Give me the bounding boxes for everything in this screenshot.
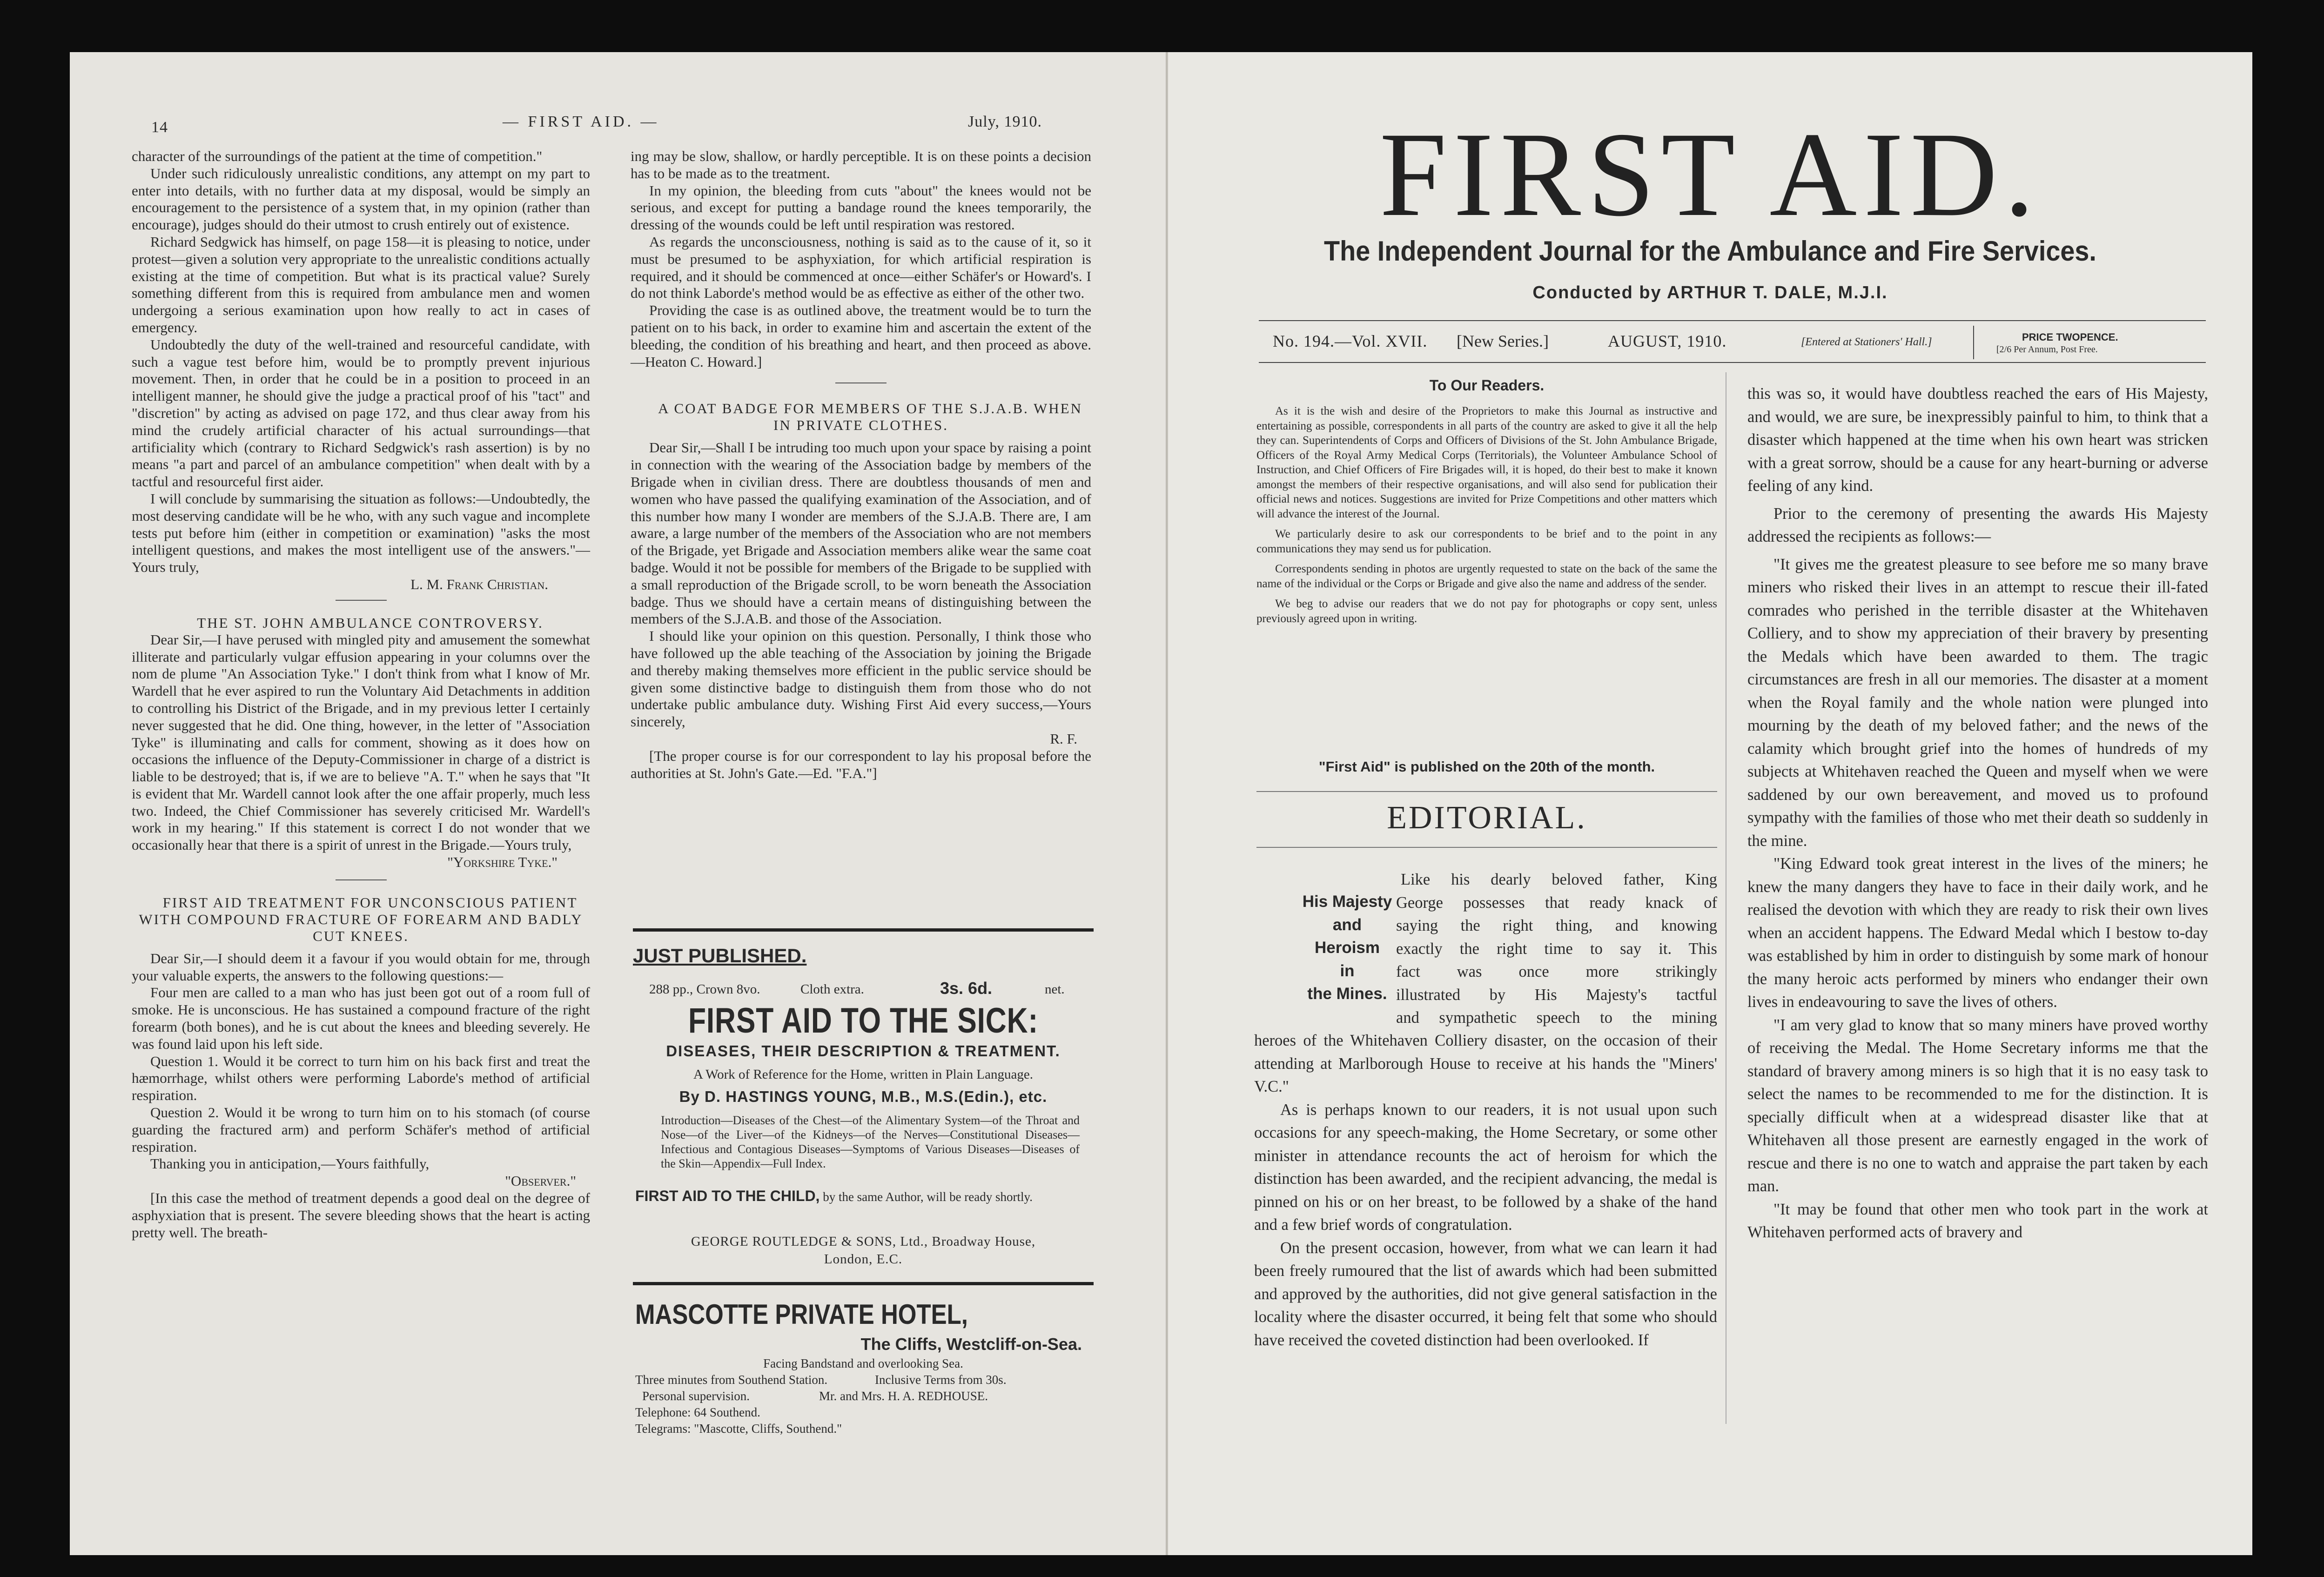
- series: [New Series.]: [1457, 332, 1549, 350]
- price: PRICE TWOPENCE.: [2022, 331, 2118, 343]
- paragraph: As is perhaps known to our readers, it is not usual upon such occasions for any speech-making, the Home Secretary, or some other minister in attendance recounts the act of heroism for which the distinction has been awarded, and the recipient advancing, the medal is pinned on his or on her breast, to be followed by a shake of the hand and a few brief words of congratulation.: [1254, 1101, 1717, 1234]
- paragraph: "I am very glad to know that so many miners have proved worthy of receiving the Medal. The Home Secretary informs me that the standard of bravery among miners is so high that it is no easy task to select the names to be recommended to me for the distinction. It is specially difficult when at a widespread disaster like that at Whitehaven all those present are earnestly engaged in the work of rescue and there is no one to watch and appraise the part taken by each man.: [1747, 1016, 2208, 1195]
- paragraph: Dear Sir,—Shall I be intruding too much upon your space by raising a point in connection with the wearing of the Association badge by members of the Brigade when in civilian dress. There are doubtless thousands of men and women who have passed the qualifying examination of the Association, and of this number how many I wonder are members of the S.J.A.B. There are, I am aware, a large number of the members of the Association who are not members of the Brigade, yet Brigade and Association members alike wear the same coat badge. Would it not be possible for members of the Brigade to be supplied with a small reproduction of the Brigade scroll, to be worn beneath the Association badge. Thus we should have a certain means of distinguishing between the members of the S.J.A.B. and those of the Association.: [631, 439, 1091, 627]
- paragraph: Richard Sedgwick has himself, on page 158—it is pleasing to notice, under protest—given a solution very appropriate to the unrealistic conditions actually existing at the time of competition. But what is its practical value? Surely something different from this is required from ambulance men and women undergoing a serious examination upon how really to act in cases of emergency.: [132, 233, 590, 336]
- editorial-heading: EDITORIAL.: [1387, 800, 1587, 836]
- paragraph: Undoubtedly the duty of the well-trained and resourceful candidate, with such a vague test before him, would be to promptly prevent injurious movement. Then, in order that he could be in a position to proceed in an intelligent manner, he should give the judge a practical proof of his "tact" and "discretion" by acting as advised on page 172, and thus clear away from his mind the crudely artificial character of his actual surroundings—that artificiality which (contrary to Richard Sedgwick's rash assertion) is by no means "a part and parcel of an ambulance competition" when dealt with by a tactful and resourceful first aider.: [132, 336, 590, 490]
- hotel-ad-title: MASCOTTE PRIVATE HOTEL,: [635, 1299, 968, 1330]
- ad-child-book: [635, 1189, 1096, 1204]
- editorial-opening: [1396, 868, 1717, 1030]
- ad-book-title: FIRST AID TO THE SICK:: [688, 1001, 1039, 1040]
- paragraph: "It gives me the greatest pleasure to see before me so many brave miners who risked their lives in an attempt to rescue their ill-fated comrades who perished in the terrible disaster at the Whitehaven Colliery, and to show my appreciation of their bravery by presenting the Medals which have been awarded to them. The tragic circumstances are fresh in all our memories. The disaster at a moment when the Royal family and the whole nation were plunged into mourning by the death of my beloved father; and the news of the calamity which brought grief into the homes of hundreds of my subjects at Whitehaven reached the Queen and myself when we were saddened by our own bereavement, and moved us to profound sympathy with the families of those who met their death so suddenly in the mine.: [1747, 555, 2208, 850]
- editorial-line: Like his dearly beloved father, King: [1401, 871, 1717, 888]
- hotel-ad-line: Inclusive Terms from 30s.: [875, 1373, 1007, 1387]
- side-heading-line: Heroism: [1314, 939, 1380, 957]
- ad-binding: Cloth extra.: [800, 982, 864, 997]
- page-date: July, 1910.: [968, 113, 1042, 130]
- paragraph: Correspondents sending in photos are urgently requested to state on the back of the same the name of the individual or the Corps or Brigade and give also the name and address of the sender.: [1256, 563, 1717, 590]
- tagline: The Independent Journal for the Ambulance and Fire Services.: [1324, 235, 2096, 267]
- issue-month: AUGUST, 1910.: [1608, 332, 1727, 350]
- paragraph: "King Edward took great interest in the lives of the miners; he knew the many dangers they have to face in their daily work, and he realised the devotion with which they are ready to risk their own lives when an accident happens. The Edward Medal which I bestow to-day was established by him in order to distinguish by some mark of honour the many heroic acts performed by miners who endanger their own lives in endeavouring to save the lives of others.: [1747, 855, 2208, 1011]
- masthead: FIRST AID.: [1379, 107, 2041, 242]
- paragraph: ing may be slow, shallow, or hardly perceptible. It is on these points a decision has to be made as to the treatment.: [631, 148, 1091, 181]
- paragraph: As regards the unconsciousness, nothing is said as to the cause of it, so it must be presumed to be asphyxiation, for which artificial respiration is required, and it should be commenced at once—either Schäfer's or Howard's. I do not think Laborde's method would be as effective as either of the other two.: [631, 233, 1091, 302]
- hotel-ad-line: Facing Bandstand and overlooking Sea.: [763, 1356, 963, 1370]
- article-heading: THE ST. JOHN AMBULANCE CONTROVERSY.: [197, 614, 544, 631]
- paragraph: Under such ridiculously unrealistic conditions, any attempt on my part to enter into details, with no further data at my disposal, would be simply an encouragement to the persistence of a system that, in my opinion (rather than encourage), judges should do their utmost to crush entirely out of existence.: [132, 165, 590, 233]
- divider: [1256, 847, 1717, 848]
- masthead-rule: [1259, 362, 2206, 363]
- signature: "Observer.": [505, 1173, 576, 1189]
- paragraph: Four men are called to a man who has just been got out of a room full of smoke. He is unconscious. He has sustained a compound fracture of the right forearm (both bones), and he is cut about the knees and bleeding severely. He was found laid upon his left side.: [132, 984, 590, 1052]
- publication-note: "First Aid" is published on the 20th of the month.: [1318, 758, 1655, 775]
- ad-heading: JUST PUBLISHED.: [633, 945, 807, 966]
- conducted-by: Conducted by ARTHUR T. DALE, M.J.I.: [1532, 283, 1888, 302]
- vrule: [1973, 326, 1974, 359]
- left-column-1: [132, 148, 590, 1241]
- left-column-2: [631, 148, 1091, 782]
- side-heading-line: His Majesty: [1302, 893, 1392, 911]
- paragraph: Question 2. Would it be wrong to turn him on to his stomach (of course guarding the fractured arm) and perform Schäfer's method of artificial respiration.: [132, 1104, 590, 1155]
- running-title: — FIRST AID. —: [503, 113, 659, 130]
- paragraph: [In this case the method of treatment depends a good deal on the degree of asphyxiation that is present. The severe bleeding shows that the heart is acting pretty well. The breath-: [132, 1190, 590, 1241]
- paragraph: this was so, it would have doubtless reached the ears of His Majesty, and would, we are sure, be inexpressibly painful to him, to think that a disaster which happened at the time when his own heart was stricken with a great sorrow, should be a cause for any heart-burning or adverse feeling of any kind.: [1747, 385, 2208, 495]
- signature: R. F.: [1050, 730, 1077, 747]
- entered-at: [Entered at Stationers' Hall.]: [1801, 336, 1932, 348]
- ad-publisher-city: London, E.C.: [824, 1252, 903, 1267]
- paragraph: As it is the wish and desire of the Proprietors to make this Journal as instructive and entertaining as possible, correspondents in all parts of the country are asked to give it all the help they can. Superintendents of Corps and Officers of Divisions of the St. John Ambulance Brigade, Officers of the Royal Army Medical Corps (Territorials), the Volunteer Ambulance School of Instruction, and Chief Officers of Fire Brigades will, it is hoped, do their best to make it known amongst the members of their respective organisations, and will also send for publication their official news and notices. Suggestions are invited for Prize Competitions and other matters which will advance the interest of the Journal.: [1256, 405, 1717, 520]
- hotel-ad-line: Personal supervision.: [642, 1389, 750, 1403]
- readers-notice: [1256, 404, 1717, 626]
- hotel-ad-telephone: Telephone: 64 Southend.: [635, 1405, 760, 1419]
- ad-child-note: by the same Author, will be ready shortly.: [823, 1190, 1033, 1204]
- masthead-rule: [1259, 320, 2206, 321]
- side-heading: [1298, 890, 1396, 1006]
- paragraph: I will conclude by summarising the situation as follows:—Undoubtedly, the most deserving candidate will be he who, with any such vague and incomplete tests put before him (either in competition or examination) "asks the most intelligent questions, and makes the most intelligent use of the answers."—Yours truly,: [132, 490, 590, 576]
- paragraph: [The proper course is for our correspondent to lay his proposal before the authorities at St. John's Gate.—Ed. "F.A."]: [631, 747, 1091, 781]
- side-heading-line: and: [1332, 915, 1362, 934]
- readers-title: To Our Readers.: [1429, 377, 1545, 394]
- ad-book-desc: A Work of Reference for the Home, written in Plain Language.: [693, 1067, 1033, 1082]
- side-heading-line: the Mines.: [1307, 985, 1387, 1003]
- hotel-ad-address: The Cliffs, Westcliff-on-Sea.: [860, 1335, 1082, 1354]
- ad-rule: [633, 1282, 1094, 1285]
- paragraph: Providing the case is as outlined above, the treatment would be to turn the patient on to his back, in order to examine him and ascertain the extent of the bleeding, the condition of his breathing and heart, and then proceed as above.—Heaton C. Howard.]: [631, 302, 1091, 370]
- ad-book-author: By D. HASTINGS YOUNG, M.B., M.S.(Edin.), etc.: [679, 1088, 1048, 1105]
- article-heading: FIRST AID TREATMENT FOR UNCONSCIOUS PATIENT WITH COMPOUND FRACTURE OF FOREARM AND BADLY CUT KNEES.: [139, 894, 583, 944]
- paragraph: We particularly desire to ask our correspondents to be brief and to the point in any communications they may send us for publication.: [1256, 528, 1717, 555]
- divider: [336, 879, 387, 880]
- editorial-line: saying the right thing, and knowing: [1396, 917, 1717, 934]
- article-heading: A COAT BADGE FOR MEMBERS OF THE S.J.A.B. WHEN IN PRIVATE CLOTHES.: [658, 400, 1082, 434]
- paragraph: We beg to advise our readers that we do not pay for photographs or copy sent, unless previously agreed upon in writing.: [1256, 597, 1717, 625]
- paragraph: Thanking you in anticipation,—Yours faithfully,: [150, 1155, 430, 1172]
- ad-publisher: GEORGE ROUTLEDGE & SONS, Ltd., Broadway House,: [691, 1234, 1036, 1249]
- paragraph: In my opinion, the bleeding from cuts "about" the knees would not be serious, and except for putting a bandage round the knees temporarily, the dressing of the wounds could be left until respiration was restored.: [631, 182, 1091, 233]
- ad-book-contents: Introduction—Diseases of the Chest—of the Alimentary System—of the Throat and Nose—of the Liver—of the Kidneys—of the Nerves—Constitutional Diseases—Infectious and Contagious Diseases—Symptoms of Various Diseases—Diseases of the Skin—Appendix—Full Index.: [661, 1114, 1080, 1170]
- signature: "Yorkshire Tyke.": [447, 854, 557, 871]
- paragraph: Prior to the ceremony of presenting the awards His Majesty addressed the recipients as follows:—: [1747, 504, 2208, 545]
- side-heading-line: in: [1340, 961, 1355, 980]
- hotel-ad-line: Three minutes from Southend Station.: [635, 1373, 828, 1387]
- ad-net: net.: [1045, 982, 1065, 997]
- price-subscription: [2/6 Per Annum, Post Free.: [1996, 344, 2098, 355]
- ad-rule: [633, 928, 1094, 932]
- divider: [1256, 791, 1717, 792]
- page-number: 14: [151, 119, 168, 136]
- editorial-column-2: [1747, 383, 2208, 1244]
- editorial-line: George possesses that ready knack of: [1396, 893, 1717, 912]
- editorial-line: fact was once more strikingly: [1396, 963, 1717, 980]
- paragraph: Dear Sir,—I have perused with mingled pity and amusement the somewhat illiterate and particularly vulgar effusion appearing in your columns over the nom de plume "An Association Tyke." I don't think from what I know of Mr. Wardell that he ever aspired to run the Voluntary Aid Detachments in addition to controlling his District of the Brigade, and in my previous letter I certainly never suggested that he did. One thing, however, in the letter of "Association Tyke" is illuminating and calls for comment, showing as it does how on occasions the influence of the Deputy-Commissioner in charge of a district is liable to be destroyed; that is, if we are to believe "A. T." when he says that "It is evident that Mr. Wardell cannot look after the one affair properly, much less two. Indeed, the Chief Commissioner has severely criticised Mr. Wardell's work in my hearing." If this statement is correct I do not wonder that we occasionally hear that there is a spirit of unrest in the Brigade.—Yours truly,: [132, 631, 590, 853]
- hotel-ad-telegrams: Telegrams: "Mascotte, Cliffs, Southend.": [635, 1422, 842, 1436]
- editorial-body: [1254, 1029, 1717, 1352]
- issue-number: No. 194.—Vol. XVII.: [1273, 332, 1428, 350]
- paragraph: On the present occasion, however, from what we can learn it had been freely rumoured that the list of awards which had been submitted and approved by the authorities, did not give general satisfaction in the locality where the disaster occurred, it being felt that some who should have received the coveted distinction had been overlooked. If: [1254, 1239, 1717, 1349]
- paragraph: "It may be found that other men who took part in the work at Whitehaven performed acts of bravery and: [1747, 1200, 2208, 1241]
- signature: L. M. Frank Christian.: [410, 576, 548, 592]
- editorial-line: exactly the right time to say it. This: [1396, 939, 1717, 958]
- editorial-line: illustrated by His Majesty's tactful: [1396, 986, 1717, 1004]
- divider: [336, 600, 387, 601]
- hotel-ad-proprietors: Mr. and Mrs. H. A. REDHOUSE.: [819, 1389, 988, 1403]
- ad-price: 3s. 6d.: [940, 979, 993, 998]
- ad-book-subtitle: DISEASES, THEIR DESCRIPTION & TREATMENT.: [666, 1042, 1061, 1060]
- editorial-line: and sympathetic speech to the mining: [1396, 1009, 1717, 1027]
- paragraph: heroes of the Whitehaven Colliery disaster, on the occasion of their attending at Marlborough House to receive at his hands the "Miners' V.C.": [1254, 1032, 1717, 1095]
- ad-pages: 288 pp., Crown 8vo.: [649, 982, 760, 997]
- paragraph: Dear Sir,—I should deem it a favour if you would obtain for me, through your valuable experts, the answers to the following questions:—: [132, 950, 590, 984]
- ad-child-title: FIRST AID TO THE CHILD,: [635, 1188, 820, 1204]
- paragraph: character of the surroundings of the patient at the time of competition.": [132, 148, 543, 164]
- paragraph: I should like your opinion on this question. Personally, I think those who have followed up the able teaching of the Association by joining the Brigade and thereby making themselves more efficient in the public service should be given some distinctive badge to distinguish them from those who do not undertake public ambulance duty. Wishing First Aid every success,—Yours sincerely,: [631, 628, 1091, 730]
- paragraph: Question 1. Would it be correct to turn him on his back first and treat the hæmorrhage, whilst others were performing Laborde's method of artificial respiration.: [132, 1053, 590, 1104]
